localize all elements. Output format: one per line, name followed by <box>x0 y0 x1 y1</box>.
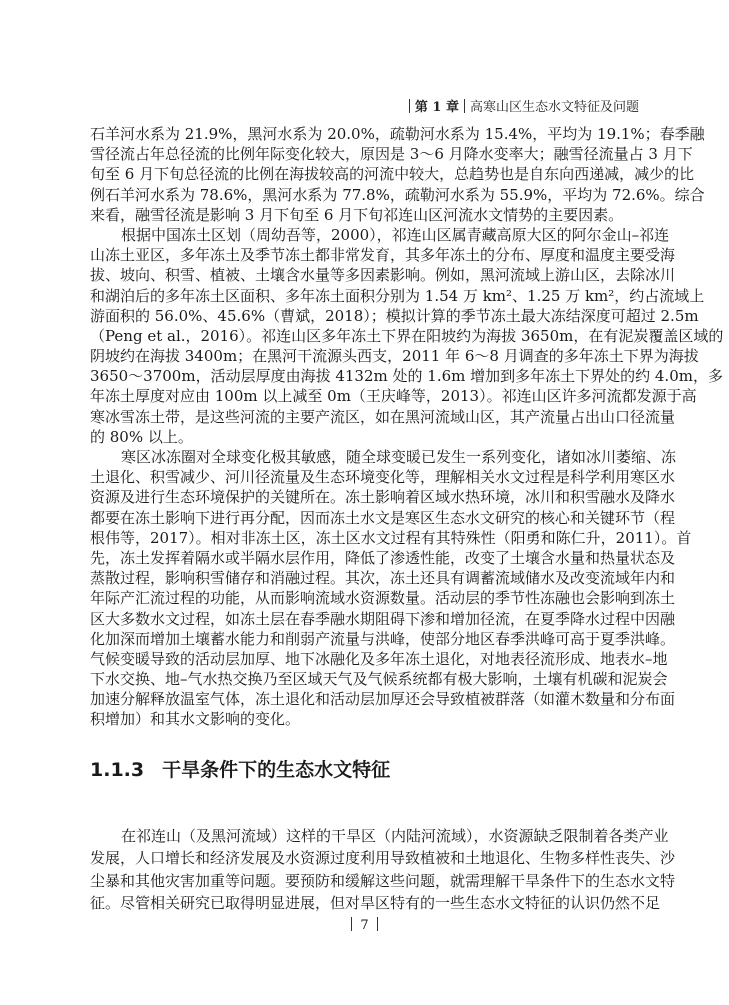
chapter-label: 第 1 章 <box>414 100 459 115</box>
running-header <box>404 96 639 115</box>
header-divider <box>464 99 465 113</box>
section-heading <box>90 755 390 782</box>
paragraph <box>90 225 724 447</box>
paragraph <box>90 825 676 914</box>
text-line: 蒸散过程，影响积雪储存和消融过程。其次，冻土还具有调蓄流域储水及改变流域年内和 <box>90 569 676 588</box>
text-line: （Peng et al.，2016）。祁连山区多年冻土下界在阳坡约为海拔 3650m，在有泥炭覆盖区域的 <box>90 326 724 345</box>
text-line: 积增加）和其水文影响的变化。 <box>90 710 301 729</box>
text-line: 雪径流占年总径流的比例年际变化较大，原因是 3～6 月降水变率大；融雪径流量占 3 月下 <box>90 145 693 164</box>
text-line: 区大多数水文过程，如冻土层在春季融水期阻碍下渗和增加径流，在夏季降水过程中因融 <box>90 609 676 628</box>
text-line: 例石羊河水系为 78.6%，黑河水系为 77.8%，疏勒河水系为 55.9%，平均为 72.6%。综合 <box>90 185 705 204</box>
text-line: 旬至 6 月下旬总径流的比例在海拔较高的河流中较大，总趋势也是自东向西递减，减少的比 <box>90 165 695 184</box>
chapter-title: 高寒山区生态水文特征及问题 <box>469 100 639 115</box>
section-title: 干旱条件下的生态水文特征 <box>162 759 391 781</box>
section-body-text <box>90 825 676 914</box>
text-line: 来看，融雪径流是影响 3 月下旬至 6 月下旬祁连山区河流水文情势的主要因素。 <box>90 205 624 224</box>
text-line: 年际产汇流过程的功能，从而影响流域水资源数量。活动层的季节性冻融也会影响到冻土 <box>90 589 676 608</box>
header-divider <box>409 99 410 113</box>
text-line: 和湖泊后的多年冻土区面积、多年冻土面积分别为 1.54 万 km²、1.25 万 km²，约占流域上 <box>90 286 705 305</box>
text-line: 山冻土亚区，多年冻土及季节冻土都非常发育，其多年冻土的分布、厚度和温度主要受海 <box>90 246 676 265</box>
text-line: 先，冻土发挥着隔水或半隔水层作用，降低了渗透性能，改变了土壤含水量和热量状态及 <box>90 548 676 567</box>
text-line: 寒区冰冻圈对全球变化极其敏感，随全球变暖已发生一系列变化，诸如冰川萎缩、冻 <box>121 448 677 466</box>
text-line: 在祁连山（及黑河流域）这样的干旱区（内陆河流域），水资源缺乏限制着各类产业 <box>121 827 669 845</box>
text-line: 都要在冻土影响下进行再分配，因而冻土水文是寒区生态水文研究的核心和关键环节（程 <box>90 508 676 527</box>
footer-divider <box>351 917 352 931</box>
text-line: 资源及进行生态环境保护的关键所在。冻土影响着区域水热环境，冰川和积雪融水及降水 <box>90 488 676 507</box>
text-line: 气候变暖导致的活动层加厚、地下冰融化及多年冻土退化，对地表径流形成、地表水–地 <box>90 649 668 668</box>
footer-divider <box>377 917 378 931</box>
body-text <box>90 124 724 730</box>
paragraph <box>90 124 705 225</box>
text-line: 年冻土厚度对应由 100m 以上减至 0m（王庆峰等，2013）。祁连山区许多河流都发源于高 <box>90 387 697 406</box>
text-line: 寒冰雪冻土带，是这些河流的主要产流区，如在黑河流域山区，其产流量占出山口径流量 <box>90 407 676 426</box>
text-line: 根据中国冻土区划（周幼吾等，2000），祁连山区属青藏高原大区的阿尔金山–祁连 <box>121 225 670 244</box>
text-line: 化加深而增加土壤蓄水能力和削弱产流量与洪峰，使部分地区春季洪峰可高于夏季洪峰。 <box>90 629 676 648</box>
text-line: 土退化、积雪减少、河川径流量及生态环境变化等，理解相关水文过程是科学利用寒区水 <box>90 468 676 487</box>
text-line: 石羊河水系为 21.9%，黑河水系为 20.0%，疏勒河水系为 15.4%，平均为 19.1%；春季融 <box>90 125 705 143</box>
text-line: 的 80% 以上。 <box>90 427 193 446</box>
text-line: 发展，人口增长和经济发展及水资源过度利用导致植被和土地退化、生物多样性丧失、沙 <box>90 849 676 868</box>
text-line: 下水交换、地–气水热交换乃至区域天气及气候系统都有极大影响，土壤有机碳和泥炭会 <box>90 670 668 689</box>
text-line: 游面积的 56.0%、45.6%（曹斌，2018）；模拟计算的季节冻土最大冻结深度可超过 2.5m <box>90 306 699 325</box>
section-number: 1.1.3 <box>90 759 145 781</box>
text-line: 尘暴和其他灾害加重等问题。要预防和缓解这些问题，就需理解干旱条件下的生态水文特 <box>90 871 676 890</box>
text-line: 征。尽管相关研究已取得明显进展，但对旱区特有的一些生态水文特征的认识仍然不足 <box>90 893 661 912</box>
text-line: 拔、坡向、积雪、植被、土壤含水量等多因素影响。例如，黑河流域上游山区，去除冰川 <box>90 266 676 285</box>
text-line: 3650～3700m，活动层厚度由海拔 4132m 处的 1.6m 增加到多年冻土下界处的约 4.0m，多 <box>90 367 723 386</box>
text-line: 阴坡约在海拔 3400m；在黑河干流源头西支，2011 年 6～8 月调查的多年冻土下界为海拔 <box>90 347 699 366</box>
text-line: 加速分解释放温室气体，冻土退化和活动层加厚还会导致植被群落（如灌木数量和分布面 <box>90 690 676 709</box>
page-footer <box>0 917 729 933</box>
page-number: 7 <box>360 918 369 933</box>
paragraph <box>90 447 692 730</box>
text-line: 根伟等，2017）。相对非冻土区，冻土区水文过程有其特殊性（阳勇和陈仁升，2011）。首 <box>90 528 692 547</box>
